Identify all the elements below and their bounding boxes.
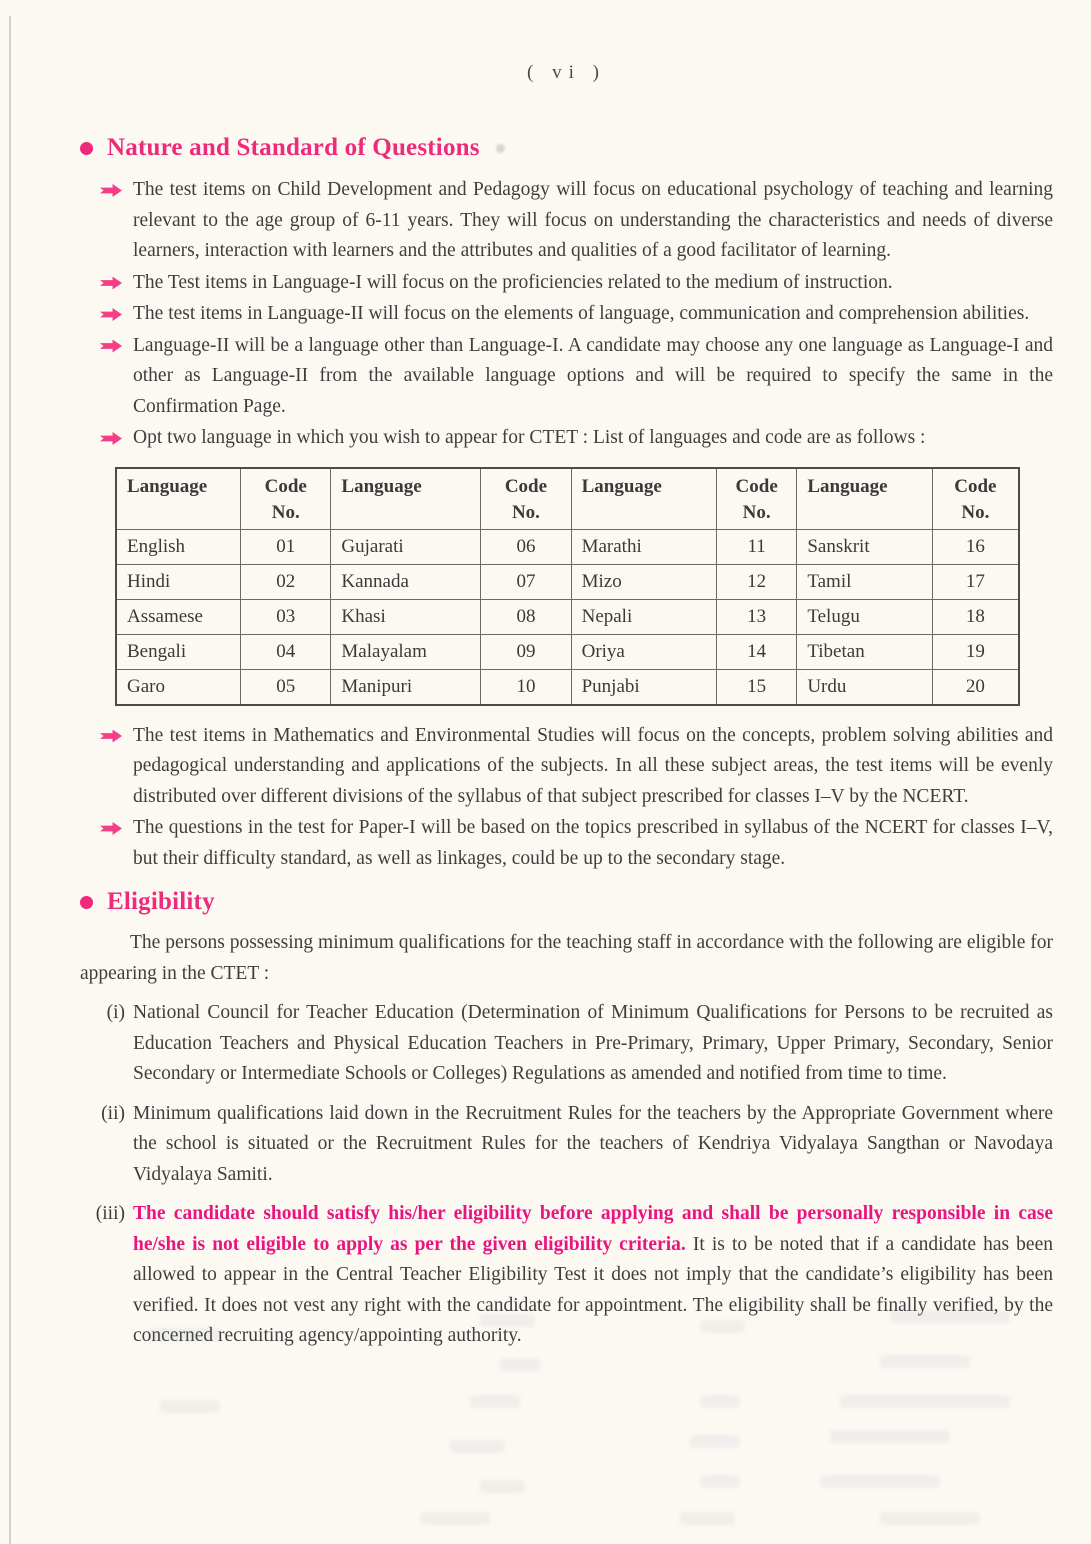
bullet-item — [100, 331, 1053, 423]
item-number: (ii) — [101, 1102, 125, 1124]
table-cell-code: 11 — [716, 529, 796, 564]
arrow-bullet-icon — [100, 184, 122, 197]
arrow-bullet-icon — [100, 432, 122, 445]
table-cell-language: Malayalam — [331, 634, 481, 669]
section-title: Eligibility — [107, 888, 215, 915]
arrow-bullet-icon — [100, 822, 122, 835]
item-text-rest: It is to be noted that if a candidate has been allowed to appear in the Central Teacher Eligibility Test it does not imply that the candidate’s eligibility has been verified. It does not vest any right with the candidate for appointment. The eligibility shall be finally verified, by the concerned recruiting agency/appointing authority. — [133, 1233, 1053, 1346]
table-row — [116, 564, 1019, 599]
numbered-item — [80, 1199, 1053, 1352]
table-cell-language: Garo — [116, 669, 241, 705]
table-cell-language: Kannada — [331, 564, 481, 599]
item-number: (iii) — [95, 1203, 125, 1224]
table-cell-language: Mizo — [571, 564, 716, 599]
table-cell-language: Oriya — [571, 634, 716, 669]
table-cell-language: Assamese — [116, 599, 241, 634]
eligibility-intro: The persons possessing minimum qualifications for the teaching staff in accordance with the following are eligible for appearing in the CTET : — [80, 932, 1053, 984]
table-header-language: Language — [116, 468, 241, 530]
table-cell-language: Urdu — [797, 669, 932, 705]
item-text: National Council for Teacher Education (Determination of Minimum Qualifications for Persons to be recruited as Education Teachers and Physical Education Teachers in Pre-Primary, Primary, Upper Primary, Secondary, Senior Secondary or Intermediate Schools or Colleges) Regulations as amended and notified from time to time. — [133, 1002, 1053, 1084]
bullet-text: The questions in the test for Paper-I will be based on the topics prescribed in syllabus of the NCERT for classes I–V, but their difficulty standard, as well as linkages, could be up to the secondary stage. — [133, 817, 1053, 869]
item-text — [133, 1199, 1053, 1352]
table-cell-code: 13 — [716, 599, 796, 634]
table-cell-code: 14 — [716, 634, 796, 669]
table-cell-language: Nepali — [571, 599, 716, 634]
table-header-code: Code No. — [241, 468, 331, 530]
section-heading-eligibility — [80, 888, 1053, 916]
table-cell-language: Sanskrit — [797, 529, 932, 564]
table-cell-code: 02 — [241, 564, 331, 599]
bullet-item — [100, 813, 1053, 874]
numbered-item — [80, 998, 1053, 1090]
table-row — [116, 669, 1019, 705]
table-cell-code: 04 — [241, 634, 331, 669]
table-cell-language: Khasi — [331, 599, 481, 634]
bullet-item — [100, 268, 1053, 299]
table-cell-code: 03 — [241, 599, 331, 634]
table-row — [116, 529, 1019, 564]
numbered-item — [80, 1099, 1053, 1191]
table-row — [116, 599, 1019, 634]
table-cell-language: Punjabi — [571, 669, 716, 705]
bullet-text: The test items in Language-II will focus on the elements of language, communication and comprehension abilities. — [133, 303, 1030, 324]
table-cell-code: 15 — [716, 669, 796, 705]
table-cell-code: 20 — [932, 669, 1019, 705]
table-header-language: Language — [797, 468, 932, 530]
table-cell-code: 01 — [241, 529, 331, 564]
table-cell-language: Manipuri — [331, 669, 481, 705]
table-cell-language: Tibetan — [797, 634, 932, 669]
arrow-bullet-icon — [100, 340, 122, 353]
bullet-text: Language-II will be a language other than Language-I. A candidate may choose any one language as Language-I and other as Language-II from the available language options and will be required to specify the same in the Confirmation Page. — [133, 334, 1053, 417]
table-cell-code: 05 — [241, 669, 331, 705]
table-cell-code: 17 — [932, 564, 1019, 599]
table-header-code: Code No. — [481, 468, 571, 530]
bullet-item — [100, 299, 1053, 330]
table-cell-code: 10 — [481, 669, 571, 705]
bullet-text: The test items in Mathematics and Environmental Studies will focus on the concepts, problem solving abilities and pedagogical understanding and applications of the subjects. In all these subject areas, the test items will be evenly distributed over different divisions of the syllabus of that subject prescribed for classes I–V by the NCERT. — [133, 724, 1053, 807]
table-cell-language: Telugu — [797, 599, 932, 634]
table-cell-code: 16 — [932, 529, 1019, 564]
item-text-emphasis: The candidate should satisfy his/her eligibility before applying and shall be personally responsible in case he/she is not eligible to apply as per the given eligibility criteria. — [133, 1203, 1053, 1255]
language-table-wrapper — [115, 467, 1053, 706]
table-cell-code: 09 — [481, 634, 571, 669]
nature-bullet-list-after-table — [80, 721, 1053, 875]
table-cell-language: Marathi — [571, 529, 716, 564]
table-header-language: Language — [571, 468, 716, 530]
table-header-code: Code No. — [932, 468, 1019, 530]
arrow-bullet-icon — [100, 308, 122, 321]
bullet-dot-icon — [80, 896, 93, 909]
item-number: (i) — [106, 1002, 125, 1023]
nature-bullet-list — [80, 175, 1053, 454]
section-heading-nature — [80, 134, 1053, 162]
bullet-text: Opt two language in which you wish to appear for CTET : List of languages and code are as follows : — [133, 427, 926, 448]
bullet-item — [100, 721, 1053, 813]
arrow-bullet-icon — [100, 277, 122, 290]
table-row — [116, 634, 1019, 669]
table-cell-code: 12 — [716, 564, 796, 599]
bullet-item — [100, 423, 1053, 454]
eligibility-numbered-list — [80, 998, 1053, 1352]
table-cell-language: Gujarati — [331, 529, 481, 564]
bullet-text: The test items on Child Development and Pedagogy will focus on educational psychology of teaching and learning relevant to the age group of 6-11 years. They will focus on understanding the characteristics and needs of diverse learners, interaction with learners and the attributes and qualities of a good facilitator of learning. — [133, 179, 1053, 261]
table-header-language: Language — [331, 468, 481, 530]
table-header-code: Code No. — [716, 468, 796, 530]
bullet-item — [100, 175, 1053, 267]
table-cell-code: 07 — [481, 564, 571, 599]
table-header-row — [116, 468, 1019, 530]
table-cell-language: Bengali — [116, 634, 241, 669]
page-number: ( vi ) — [527, 62, 606, 83]
section-title: Nature and Standard of Questions — [107, 134, 480, 161]
table-cell-language: Tamil — [797, 564, 932, 599]
table-cell-code: 06 — [481, 529, 571, 564]
smudge-artifact — [496, 144, 505, 153]
table-cell-language: Hindi — [116, 564, 241, 599]
language-code-table — [115, 467, 1020, 706]
arrow-bullet-icon — [100, 730, 122, 743]
item-text: Minimum qualifications laid down in the Recruitment Rules for the teachers by the Appropriate Government where the school is situated or the Recruitment Rules for the teachers of Kendriya Vidyalaya Sangthan or Navodaya Vidyalaya Samiti. — [133, 1102, 1053, 1185]
bullet-text: The Test items in Language-I will focus on the proficiencies related to the medium of instruction. — [133, 271, 893, 293]
table-cell-code: 19 — [932, 634, 1019, 669]
table-cell-code: 18 — [932, 599, 1019, 634]
bullet-dot-icon — [80, 142, 93, 155]
table-cell-code: 08 — [481, 599, 571, 634]
table-cell-language: English — [116, 529, 241, 564]
